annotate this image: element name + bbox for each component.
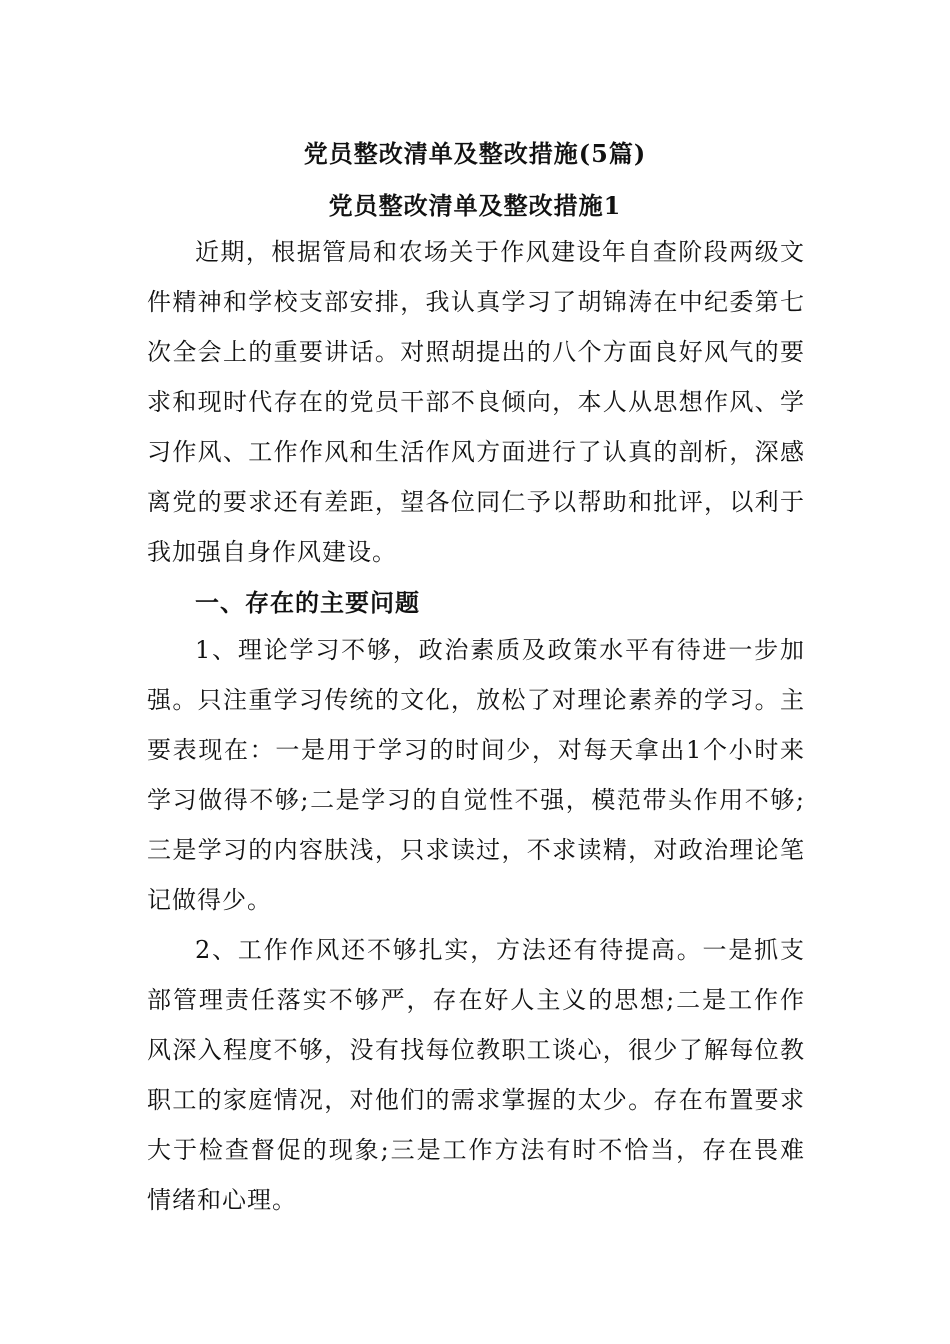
document-title: 党员整改清单及整改措施(5篇)	[303, 139, 647, 168]
section-heading: 一、存在的主要问题	[195, 588, 420, 617]
intro-paragraph: 近期，根据管局和农场关于作风建设年自查阶段两级文件精神和学校支部安排，我认真学习了胡锦涛在中纪委第七次全会上的重要讲话。对照胡提出的八个方面良好风气的要求和现时代存在的党员干部不良倾向，本人从思想作风、学习作风、工作作风和生活作风方面进行了认真的剖析，深感离党的要求还有差距，望各位同仁予以帮助和批评，以利于我加强自身作风建设。	[147, 238, 805, 566]
problem-item-2: 2、工作作风还不够扎实，方法还有待提高。一是抓支部管理责任落实不够严，存在好人主义的思想;二是工作作风深入程度不够，没有找每位教职工谈心，很少了解每位教职工的家庭情况，对他们的需求掌握的太少。存在布置要求大于检查督促的现象;三是工作方法有时不恰当，存在畏难情绪和心理。	[147, 936, 805, 1214]
problem-item-1: 1、理论学习不够，政治素质及政策水平有待进一步加强。只注重学习传统的文化，放松了对理论素养的学习。主要表现在：一是用于学习的时间少，对每天拿出1个小时来学习做得不够;二是学习的自觉性不强，模范带头作用不够;三是学习的内容肤浅，只求读过，不求读精，对政治理论笔记做得少。	[147, 636, 805, 914]
document-subtitle: 党员整改清单及整改措施1	[328, 191, 622, 220]
